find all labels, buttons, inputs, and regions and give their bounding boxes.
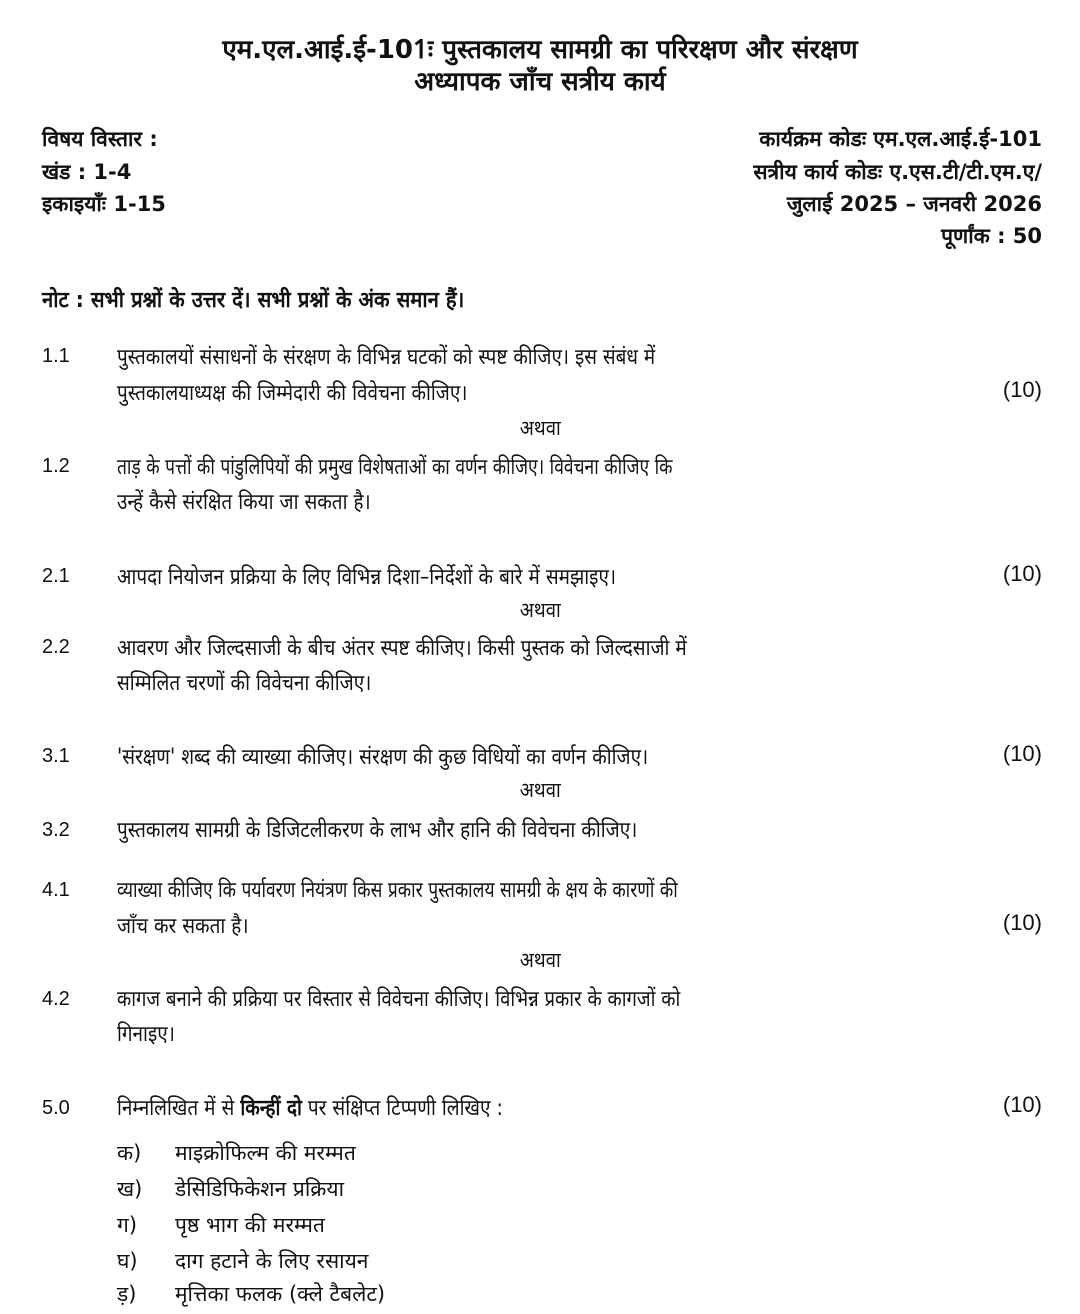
document-subtitle: अध्यापक जाँच सत्रीय कार्य bbox=[414, 67, 666, 97]
emphasis-text: किन्हीं दो bbox=[240, 1096, 302, 1121]
question-number: 5.0 bbox=[42, 1097, 70, 1119]
session-period: जुलाई 2025 – जनवरी 2026 bbox=[786, 192, 1042, 216]
item-label: ड़) bbox=[117, 1282, 137, 1306]
document-title: एम.एल.आई.ई-101ः पुस्तकालय सामग्री का परिरक्षण और संरक्षण bbox=[222, 35, 858, 65]
item-text: माइक्रोफिल्म की मरम्मत bbox=[175, 1141, 356, 1165]
question-number: 2.1 bbox=[42, 565, 70, 587]
question-text: गिनाइए। bbox=[117, 1022, 175, 1047]
question-text: व्याख्या कीजिए कि पर्यावरण नियंत्रण किस प्रकार पुस्तकालय सामग्री के क्षय के कारणों की bbox=[117, 878, 678, 903]
question-number: 1.1 bbox=[42, 345, 70, 367]
question-text: कागज बनाने की प्रक्रिया पर विस्तार से विवेचना कीजिए। विभिन्न प्रकार के कागजों को bbox=[117, 987, 681, 1012]
question-number: 4.1 bbox=[42, 879, 70, 901]
instruction-note bbox=[42, 284, 501, 314]
block-info: खंड : 1-4 bbox=[42, 160, 132, 184]
question-text: जाँच कर सकता है। bbox=[117, 914, 249, 939]
program-code: कार्यक्रम कोडः एम.एल.आई.ई-101 bbox=[759, 127, 1042, 151]
item-label: ख) bbox=[117, 1177, 143, 1201]
units-info: इकाइयाँः 1-15 bbox=[42, 192, 166, 216]
question-number: 4.2 bbox=[42, 988, 70, 1010]
question-number: 3.1 bbox=[42, 745, 70, 767]
subject-label: विषय विस्तार : bbox=[42, 127, 158, 151]
or-separator: अथवा bbox=[519, 416, 561, 440]
question-number: 3.2 bbox=[42, 819, 70, 841]
question-text: उन्हें कैसे संरक्षित किया जा सकता है। bbox=[117, 490, 371, 515]
question-text: पुस्तकालय सामग्री के डिजिटलीकरण के लाभ और हानि की विवेचना कीजिए। bbox=[117, 818, 638, 843]
item-text: डेसिडिफिकेशन प्रक्रिया bbox=[175, 1177, 345, 1201]
question-number: 2.2 bbox=[42, 636, 70, 658]
item-label: घ) bbox=[117, 1249, 138, 1273]
question-text: ताड़ के पत्तों की पांडुलिपियों की प्रमुख विशेषताओं का वर्णन कीजिए। विवेचना कीजिए कि bbox=[117, 455, 673, 480]
max-marks: पूर्णांक : 50 bbox=[941, 224, 1042, 248]
question-marks: (10) bbox=[1002, 377, 1042, 402]
item-text: दाग हटाने के लिए रसायन bbox=[175, 1249, 369, 1273]
question-text: आपदा नियोजन प्रक्रिया के लिए विभिन्न दिशा–निर्देशों के बारे में समझाइए। bbox=[117, 565, 617, 590]
item-text: मृत्तिका फलक (क्ले टैबलेट) bbox=[175, 1282, 386, 1306]
item-label: ग) bbox=[117, 1213, 138, 1237]
question-text: निम्नलिखित में से किन्हीं दो पर संक्षिप्त टिप्पणी लिखिए : bbox=[117, 1096, 503, 1121]
question-text: आवरण और जिल्दसाजी के बीच अंतर स्पष्ट कीजिए। किसी पुस्तक को जिल्दसाजी में bbox=[117, 636, 687, 661]
question-text: सम्मिलित चरणों की विवेचना कीजिए। bbox=[117, 671, 372, 696]
question-marks: (10) bbox=[1002, 741, 1042, 766]
or-separator: अथवा bbox=[519, 778, 561, 802]
question-marks: (10) bbox=[1002, 910, 1042, 935]
item-text: पृष्ठ भाग की मरम्मत bbox=[175, 1213, 325, 1237]
question-marks: (10) bbox=[1002, 561, 1042, 586]
question-marks: (10) bbox=[1002, 1092, 1042, 1117]
or-separator: अथवा bbox=[519, 948, 561, 972]
question-text: पुस्तकालयों संसाधनों के संरक्षण के विभिन्न घटकों को स्पष्ट कीजिए। इस संबंध में bbox=[117, 345, 656, 370]
question-text: 'संरक्षण' शब्द की व्याख्या कीजिए। संरक्षण की कुछ विधियों का वर्णन कीजिए। bbox=[117, 745, 649, 770]
question-text: पुस्तकालयाध्यक्ष की जिम्मेदारी की विवेचना कीजिए। bbox=[117, 381, 468, 406]
item-label: क) bbox=[117, 1141, 142, 1165]
or-separator: अथवा bbox=[519, 598, 561, 622]
assignment-code: सत्रीय कार्य कोडः ए.एस.टी/टी.एम.ए/ bbox=[753, 160, 1042, 184]
note-text: नोट : सभी प्रश्नों के उत्तर दें। सभी प्रश्नों के अंक समान हैं। bbox=[42, 288, 465, 313]
question-number: 1.2 bbox=[42, 455, 70, 477]
